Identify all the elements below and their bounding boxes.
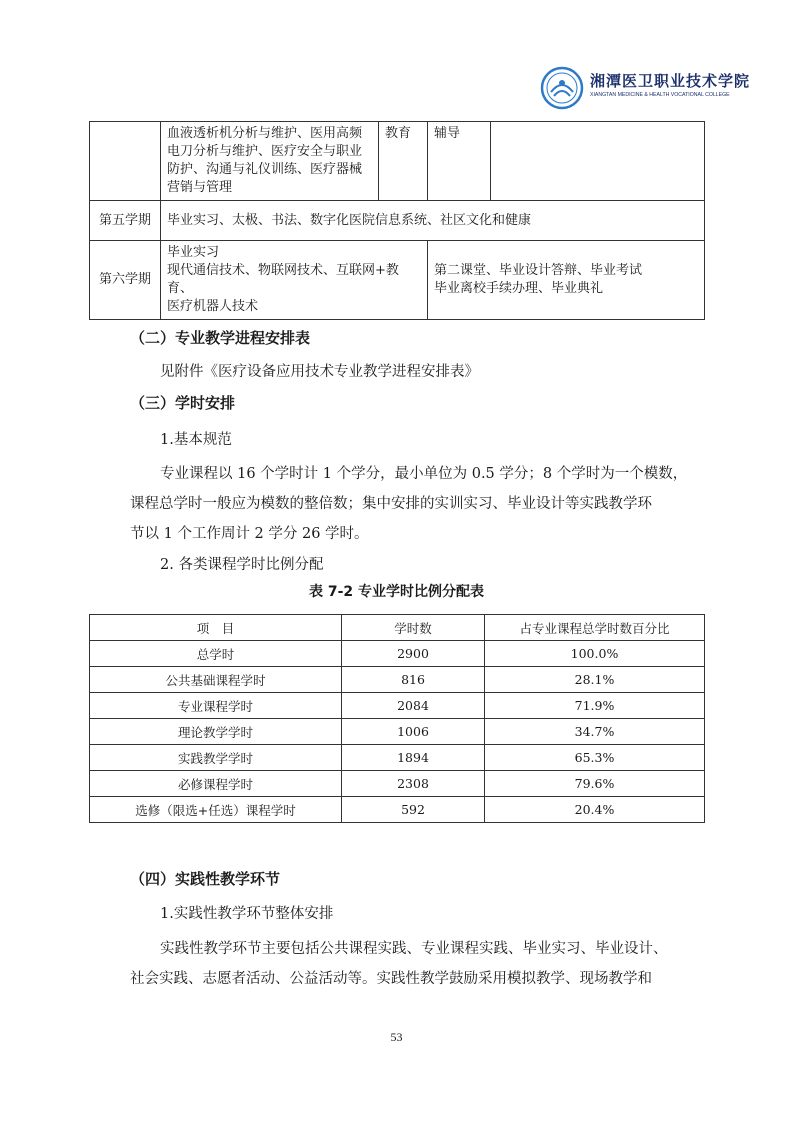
hours-cell: 2900 — [342, 641, 485, 667]
table-cell — [90, 122, 161, 201]
table-cell — [491, 122, 705, 201]
college-emblem-icon — [540, 66, 584, 110]
item-cell: 选修（限选+任选）课程学时 — [90, 797, 342, 823]
semester-label: 第六学期 — [90, 241, 161, 320]
percent-cell: 71.9% — [485, 693, 705, 719]
item-cell: 必修课程学时 — [90, 771, 342, 797]
table-cell: 教育 — [379, 122, 428, 201]
semester-schedule-table — [89, 121, 705, 320]
hours-cell: 816 — [342, 667, 485, 693]
table-cell — [161, 122, 379, 201]
column-header: 学时数 — [342, 615, 485, 641]
hours-cell: 1894 — [342, 745, 485, 771]
semester-label: 第五学期 — [90, 201, 161, 241]
semester-content — [428, 241, 705, 320]
semester-content — [161, 241, 428, 320]
item-cell: 公共基础课程学时 — [90, 667, 342, 693]
column-header: 项 目 — [90, 615, 342, 641]
logo-english-name: XIANGTAN MEDICINE & HEALTH VOCATIONAL COLLEGE — [590, 92, 730, 98]
table-header-row — [90, 615, 705, 641]
content-line: 第二课堂、毕业设计答辩、毕业考试 — [434, 263, 643, 278]
item-cell: 专业课程学时 — [90, 693, 342, 719]
content-line: 医疗机器人技术 — [167, 299, 259, 314]
table-row — [90, 241, 705, 320]
table-row — [90, 201, 705, 241]
content-line: 现代通信技术、物联网技术、互联网+教育、 — [167, 263, 399, 296]
table-row — [90, 693, 705, 719]
item-cell: 实践教学学时 — [90, 745, 342, 771]
percent-cell: 65.3% — [485, 745, 705, 771]
logo-chinese-name: 湘潭医卫职业技术学院 — [590, 72, 751, 90]
table-row — [90, 641, 705, 667]
percent-cell: 20.4% — [485, 797, 705, 823]
paragraph-line: 课程总学时一般应为模数的整倍数；集中安排的实训实习、毕业设计等实践教学环 — [130, 496, 652, 512]
percent-cell: 34.7% — [485, 719, 705, 745]
course-line: 防护、沟通与礼仪训练、医疗器械 — [167, 162, 363, 177]
course-line: 营销与管理 — [167, 180, 233, 195]
table-row — [90, 667, 705, 693]
percent-cell: 79.6% — [485, 771, 705, 797]
content-line: 毕业离校手续办理、毕业典礼 — [434, 281, 604, 296]
paragraph-line: 节以 1 个工作周计 2 学分 26 学时。 — [130, 526, 369, 542]
table-row — [90, 122, 705, 201]
section-heading: （四）实践性教学环节 — [130, 870, 281, 888]
percent-cell: 28.1% — [485, 667, 705, 693]
hours-ratio-table — [89, 614, 705, 823]
section-heading: （二）专业教学进程安排表 — [130, 329, 311, 347]
course-line: 电刀分析与维护、医疗安全与职业 — [167, 144, 363, 159]
subheading: 2. 各类课程学时比例分配 — [160, 557, 324, 573]
table-row — [90, 797, 705, 823]
hours-cell: 2308 — [342, 771, 485, 797]
table-row — [90, 771, 705, 797]
hours-cell: 1006 — [342, 719, 485, 745]
paragraph: 见附件《医疗设备应用技术专业教学进程安排表》 — [160, 364, 479, 380]
table-row — [90, 719, 705, 745]
college-logo — [540, 66, 751, 110]
column-header: 占专业课程总学时数百分比 — [485, 615, 705, 641]
semester-content: 毕业实习、太极、书法、数字化医院信息系统、社区文化和健康 — [161, 201, 705, 241]
percent-cell: 100.0% — [485, 641, 705, 667]
subheading: 1.实践性教学环节整体安排 — [160, 906, 334, 922]
paragraph-line: 专业课程以 16 个学时计 1 个学分，最小单位为 0.5 学分；8 个学时为一个模数， — [160, 466, 688, 482]
page-number: 53 — [390, 1030, 403, 1044]
paragraph-line: 实践性教学环节主要包括公共课程实践、专业课程实践、毕业实习、毕业设计、 — [160, 941, 668, 957]
paragraph-line: 社会实践、志愿者活动、公益活动等。实践性教学鼓励采用模拟教学、现场教学和 — [130, 971, 652, 987]
subheading: 1.基本规范 — [160, 432, 232, 448]
item-cell: 理论教学学时 — [90, 719, 342, 745]
hours-cell: 592 — [342, 797, 485, 823]
content-line: 毕业实习 — [167, 245, 220, 260]
table-cell: 辅导 — [428, 122, 491, 201]
section-heading: （三）学时安排 — [130, 394, 236, 412]
item-cell: 总学时 — [90, 641, 342, 667]
table-caption: 表 7-2 专业学时比例分配表 — [308, 584, 485, 600]
hours-cell: 2084 — [342, 693, 485, 719]
table-row — [90, 745, 705, 771]
course-line: 血液透析机分析与维护、医用高频 — [167, 126, 363, 141]
